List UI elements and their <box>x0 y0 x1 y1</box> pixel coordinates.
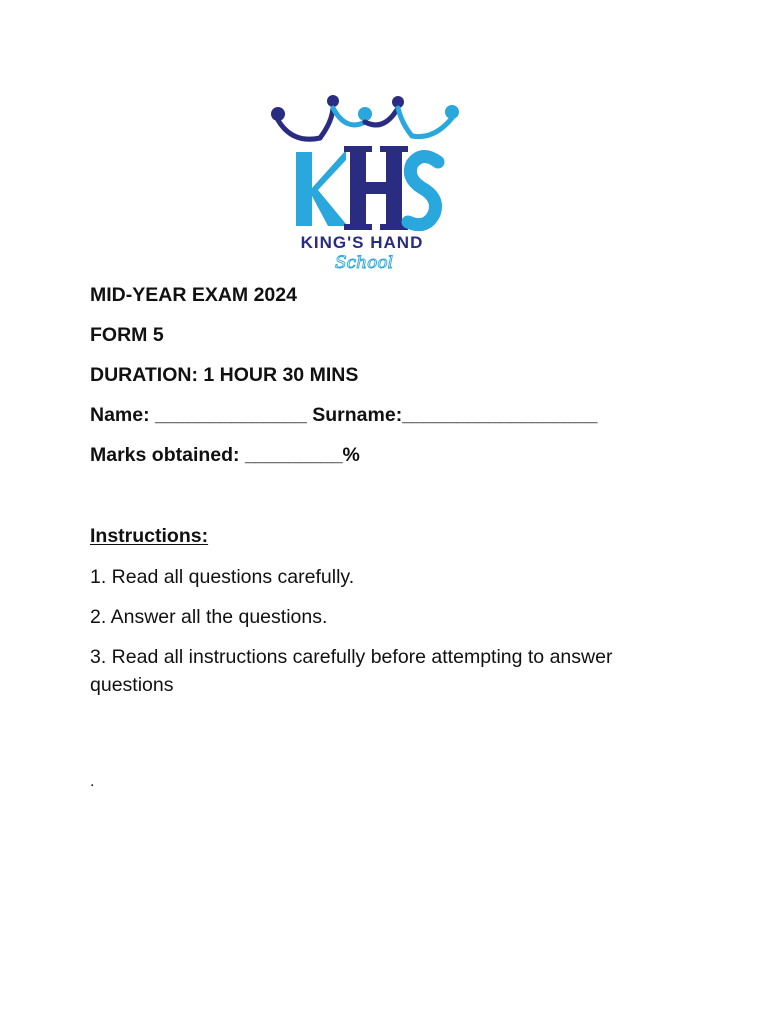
exam-title: MID-YEAR EXAM 2024 <box>90 284 297 306</box>
instruction-item: 1. Read all questions carefully. <box>90 566 355 588</box>
crown-icon <box>271 95 459 139</box>
logo-wordmark: KING'S HAND <box>300 233 424 252</box>
instruction-item: 3. Read all instructions carefully before attempting to answer questions <box>90 646 613 696</box>
instruction-item: 2. Answer all the questions. <box>90 606 328 628</box>
exam-duration: DURATION: 1 HOUR 30 MINS <box>90 364 359 386</box>
logo-subtitle: School <box>334 253 394 273</box>
marks-obtained-field: Marks obtained: _________% <box>90 444 360 466</box>
monogram-khs <box>296 146 438 230</box>
name-surname-field: Name: ______________ Surname:__________________ <box>90 404 598 426</box>
instructions-heading: Instructions: <box>90 525 209 547</box>
trailing-mark: . <box>90 773 95 790</box>
school-logo <box>262 92 462 274</box>
form-level: FORM 5 <box>90 324 164 346</box>
